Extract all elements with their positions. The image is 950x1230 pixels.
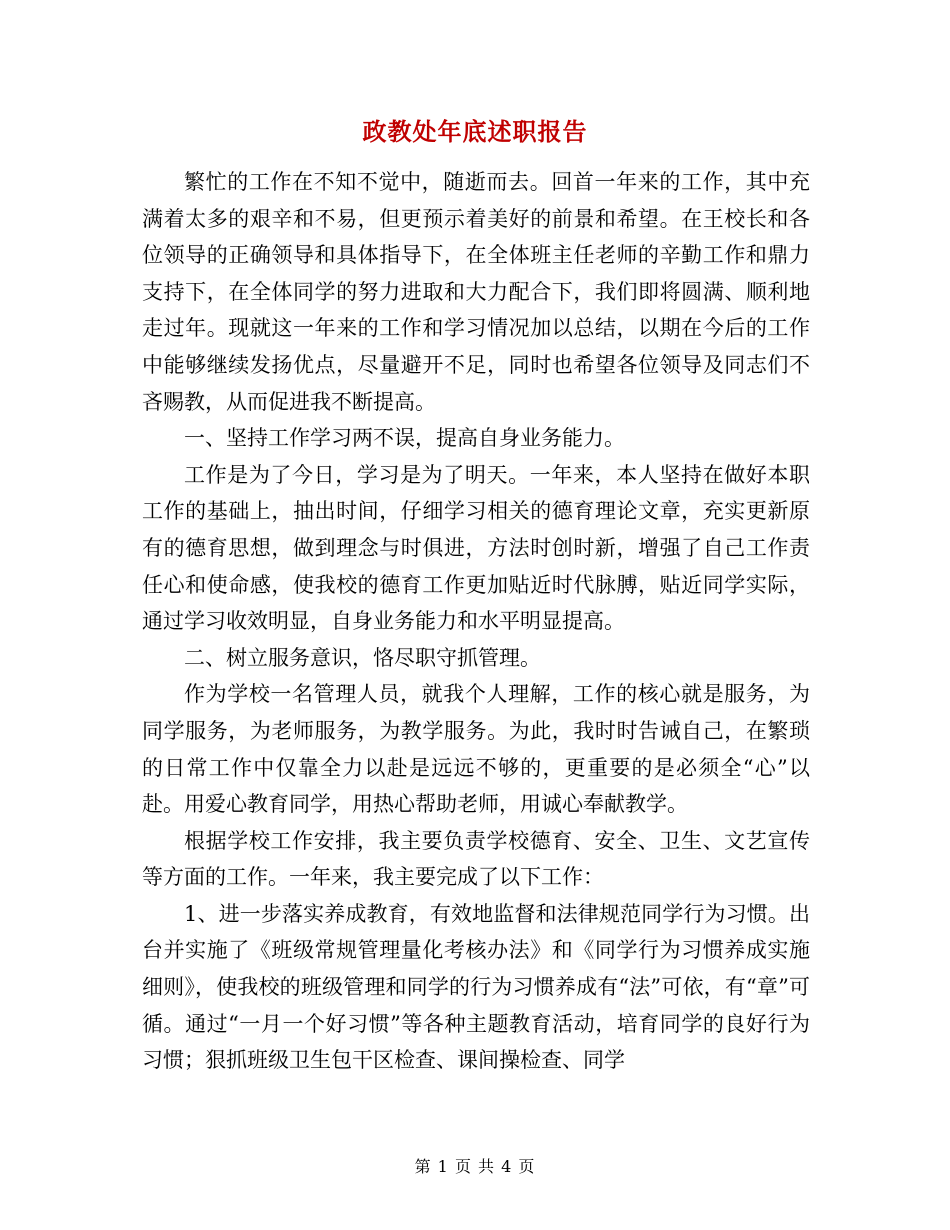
document-title: 政教处年底述职报告 <box>362 117 588 146</box>
document-body <box>142 164 810 1079</box>
section-heading-2: 二、树立服务意识，恪尽职守抓管理。 <box>184 645 541 670</box>
paragraph-study: 工作是为了今日，学习是为了明天。一年来，本人坚持在做好本职工作的基础上，抽出时间，仔细学习相关的德育理论文章，充实更新原有的德育思想，做到理念与时俱进，方法时创时新，增强了自己工作责任心和使命感，使我校的德育工作更加贴近时代脉膊，贴近同学实际，通过学习收效明显，自身业务能力和水平明显提高。 <box>142 462 810 634</box>
paragraph-duties: 根据学校工作安排，我主要负责学校德育、安全、卫生、文艺宣传等方面的工作。一年来，我主要完成了以下工作： <box>142 828 810 890</box>
paragraph-service: 作为学校一名管理人员，就我个人理解，工作的核心就是服务，为同学服务，为老师服务，为教学服务。为此，我时时告诫自己，在繁琐的日常工作中仅靠全力以赴是远远不够的，更重要的是必须全“心”以赴。用爱心教育同学，用热心帮助老师，用诚心奉献教学。 <box>142 682 810 817</box>
section-heading-1: 一、坚持工作学习两不误，提高自身业务能力。 <box>184 426 625 451</box>
paragraph-item-1: 1、进一步落实养成教育，有效地监督和法律规范同学行为习惯。出台并实施了《班级常规管理量化考核办法》和《同学行为习惯养成实施细则》，使我校的班级管理和同学的行为习惯养成有“法”可依，有“章”可循。通过“一月一个好习惯”等各种主题教育活动，培育同学的良好行为习惯；狠抓班级卫生包干区检查、课间操检查、同学 <box>142 901 810 1073</box>
paragraph-intro: 繁忙的工作在不知不觉中，随逝而去。回首一年来的工作，其中充满着太多的艰辛和不易，但更预示着美好的前景和希望。在王校长和各位领导的正确领导和具体指导下，在全体班主任老师的辛勤工作和鼎力支持下，在全体同学的努力进取和大力配合下，我们即将圆满、顺利地走过年。现就这一年来的工作和学习情况加以总结，以期在今后的工作中能够继续发扬优点，尽量避开不足，同时也希望各位领导及同志们不吝赐教，从而促进我不断提高。 <box>142 170 810 414</box>
page-number-footer: 第 1 页 共 4 页 <box>414 1157 536 1176</box>
